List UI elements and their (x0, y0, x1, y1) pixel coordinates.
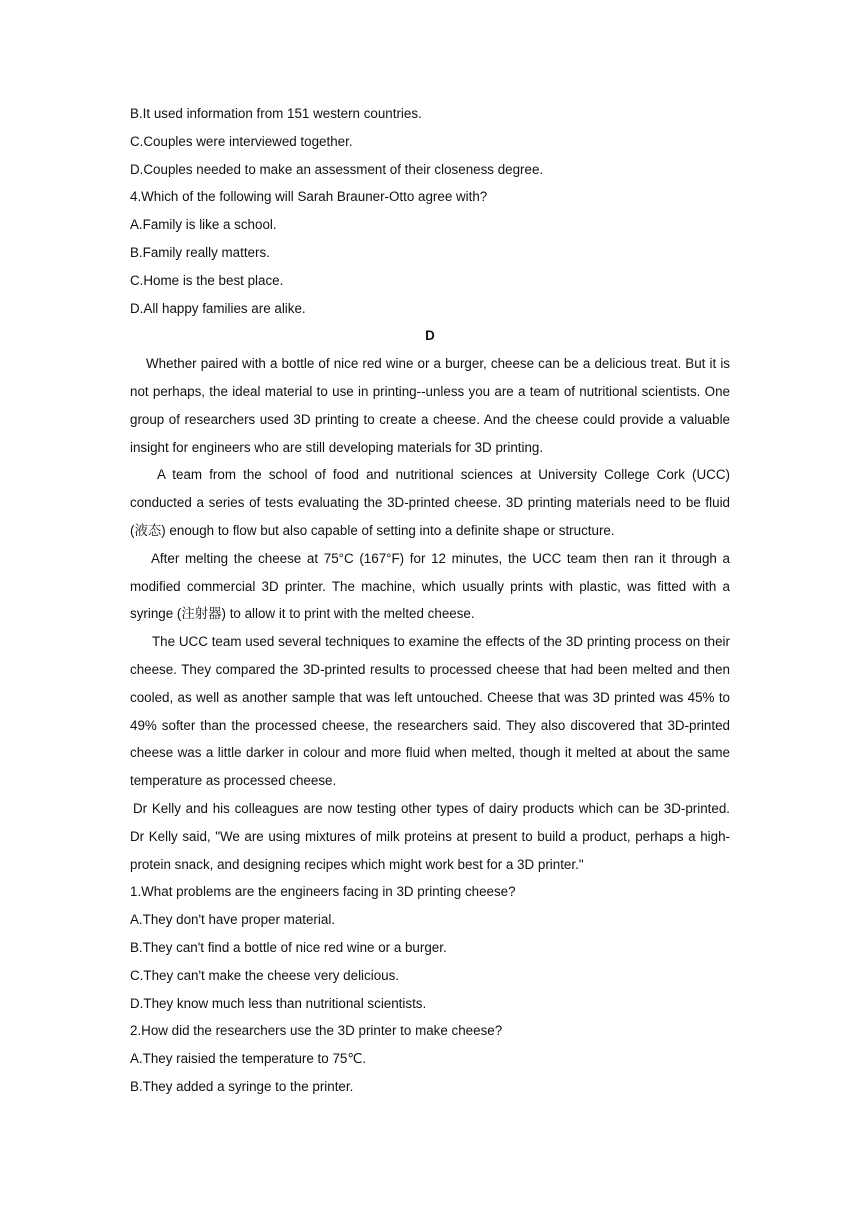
answer-option: B.They can't find a bottle of nice red wine or a burger. (130, 939, 447, 955)
passage-paragraph: After melting the cheese at 75°C (167°F) for 12 minutes, the UCC team then ran it through a modified commercial 3D printer. The machine, which usually prints with plastic, was fitted with a syringe (注射器) to allow it to print with the melted cheese. (130, 550, 730, 622)
answer-option: D.All happy families are alike. (130, 300, 306, 316)
answer-option: B.Family really matters. (130, 244, 270, 260)
question-2: 2.How did the researchers use the 3D printer to make cheese? (130, 1023, 503, 1039)
passage-paragraph: The UCC team used several techniques to examine the effects of the 3D printing process on their cheese. They compared the 3D-printed results to processed cheese that had been melted and then cooled, as well as another sample that was left untouched. Cheese that was 3D printed was 45% to 49% softer than the processed cheese, the researchers said. They also discovered that 3D-printed cheese was a little darker in colour and more fluid when melted, though it melted at about the same temperature as processed cheese. (130, 634, 730, 789)
section-heading: D (425, 328, 435, 344)
answer-option: D.They know much less than nutritional scientists. (130, 995, 427, 1011)
answer-option: C.They can't make the cheese very delicious. (130, 967, 400, 983)
answer-option: A.They don't have proper material. (130, 912, 336, 928)
question-4: 4.Which of the following will Sarah Brauner-Otto agree with? (130, 189, 488, 205)
document-page (130, 100, 730, 1101)
answer-option: A.Family is like a school. (130, 217, 277, 233)
passage-paragraph: Dr Kelly and his colleagues are now testing other types of dairy products which can be 3D-printed. Dr Kelly said, "We are using mixtures of milk proteins at present to build a product, perhaps a high-protein snack, and designing recipes which might work best for a 3D printer." (130, 800, 730, 872)
passage-paragraph: Whether paired with a bottle of nice red wine or a burger, cheese can be a delicious treat. But it is not perhaps, the ideal material to use in printing--unless you are a team of nutritional scientists. One group of researchers used 3D printing to create a cheese. And the cheese could provide a valuable insight for engineers who are still developing materials for 3D printing. (130, 356, 730, 455)
answer-option: C.Home is the best place. (130, 272, 284, 288)
answer-option: B.They added a syringe to the printer. (130, 1078, 354, 1094)
answer-option: C.Couples were interviewed together. (130, 133, 353, 149)
answer-option: B.It used information from 151 western countries. (130, 106, 422, 121)
question-1: 1.What problems are the engineers facing in 3D printing cheese? (130, 884, 516, 900)
passage-paragraph: A team from the school of food and nutritional sciences at University College Cork (UCC) conducted a series of tests evaluating the 3D-printed cheese. 3D printing materials need to be fluid (液态) enough to flow but also capable of setting into a definite shape or structure. (130, 467, 730, 538)
answer-option: D.Couples needed to make an assessment of their closeness degree. (130, 161, 544, 177)
answer-option: A.They raisied the temperature to 75℃. (130, 1051, 367, 1067)
